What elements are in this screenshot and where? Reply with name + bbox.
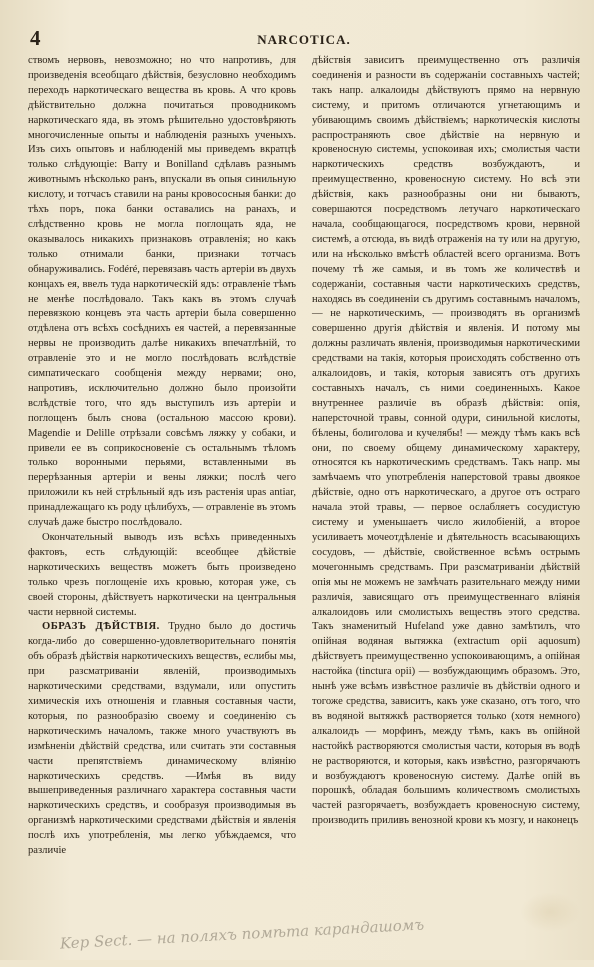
page-header [28,28,580,54]
section-heading: ОБРАЗЪ ДѢЙСТВІЯ. [42,621,160,633]
left-paragraph-2: Окончательный выводъ изъ всѣхъ приведенныхъ фактовъ, есть слѣдующій: всеобщее дѣйствіе наркотическихъ веществъ можетъ быть произведено только чрезъ поглощеніе ихъ кровью, которая уже, съ своей стороны, дѣйствуетъ наркотически на центральныя части нервной системы. [28,532,296,618]
handwritten-marginalia: Kep Sect. — на поляхъ помѣта карандашомъ [59,915,425,953]
two-column-body [28,54,580,859]
right-paragraph-1: дѣйствія зависитъ преимущественно отъ различія соединенія и разности въ содержаніи составныхъ частей; такъ напр. алкалоиды дѣйствуютъ прямо на нервную систему, и притомъ отличаются угнетающимъ и убивающимъ своимъ дѣйствіемъ; наркотическія кислоты распространяють свое дѣйствіе на нервную и кровеносную системы, успокоивая ихъ; смолистыя части наркотическихъ средствъ возбуждаютъ, и преимущественно, кровеносную систему. Но всѣ эти дѣйствія, какъ разнообразны они ни бываютъ, совершаются посредствомъ летучаго наркотическаго начала, сообщающагося, посредствомъ крови, нервной системѣ, а отсюда, въ видѣ отраженія на ту или на другую, или на нѣсколько вмѣстѣ областей всего организма. Вотъ почему тѣ же самыя, и въ томъ же количествѣ и содержаніи, составныя части наркотическихъ средствъ, находясь въ соединеніи съ другимъ составнымъ началомъ, — не наркотическимъ, — производятъ въ организмѣ совершенно другія дѣйствія и явленія. И потому мы должны различать явленія, производимыя наркотическими средствами на такія, которыя происходять собственно отъ алкалоидовъ, и такія, которыя зависятъ отъ другихъ составныхъ началъ, съ ними соединенныхъ. Какое внутреннее различіе въ образѣ дѣйствія: опія, наперсточной травы, сонной одури, синильной кислоты, бѣлены, болиголова и кучелябы! — между тѣмъ какъ всѣ они, по своему общему динамическому характеру, относятся къ наркотическимъ средствамъ. Такъ напр. мы замѣчаемъ что употребленія наперстовой травы двоякое дѣйствіе, одно отъ наркотическаго, а другое отъ остраго начала этой травы, — первое ослабляетъ сосудистую систему и уменьшаетъ число жилобіеній, а второе усиливаетъ мочеотдѣленіе и дѣятельность всасывающихъ сосудовъ, — дѣйствіе, свойственное всѣмъ острымъ мочегоннымъ средствамъ. При разсматриваніи дѣйствій опія мы не можемъ не замѣчать разительнаго между ними различія, зависящаго отъ преимущественнаго вліянія алкалоидовъ или смолистыхъ веществъ этого средства. Такъ знаменитый Hufeland уже давно замѣтилъ, что опійная водяная вытяжка (extractum opii aquosum) дѣйствуетъ преимущественно успокоивающимъ, а опійная настойка (tinctura opii) — возбуждающимъ образомъ. Это, нынѣ уже всѣмъ извѣстное различіе въ дѣйствіи одного и тогоже средства, зависитъ, какъ уже сказано, отъ того, что въ водяной вытяжкѣ растворяется только (хотя немного) алкалоидъ — морфинъ, между тѣмъ, какъ въ опійной настойкѣ растворяются смолистыя части, которыя въ водѣ не растворяются, и которыя, какъ извѣстно, разгорячаютъ и возбуждаютъ кровеносную систему. Далѣе опій въ порошкѣ, обладая большимъ количествомъ смолистыхъ частей разгорячаетъ, возбуждаетъ кровеносную систему, производить приливъ венозной крови къ мозгу, и наконецъ [312,55,580,827]
left-column [28,54,296,859]
running-title: NARCOTICA. [257,32,351,47]
left-paragraph-1: ствомъ нервовъ, невозможно; но что напротивъ, для произведенія всеобщаго дѣйствія, безусловно необходимъ переходъ наркотическаго вещества въ кровь. А что кровь дѣйствительно должна почитаться проводникомъ наркотическаго яда, въ этомъ рѣшительно удостовѣряють многочисленные опыты и наблюденія разныхъ ученыхъ. Изъ сихъ опытовъ и наблюденій мы приведемъ вкратцѣ только слѣдующіе: Barry и Bonilland сдѣлавъ разнымъ животнымъ нѣсколько ранъ, впускали въ опыя синильную кислоту, и тотчасъ ставили на раны кровососныя банки: до тѣхъ поръ, пока банки оставались на ранахъ, и слѣдственно кровь не могла поглощать яда, не оказывалось никакихъ признаковъ отравленія; но какъ только отнимали банки, признаки тотчасъ обнаруживались. Fodéré, перевязавъ часть артеріи въ двухъ концахъ ея, ввелъ туда наркотическій ядъ: отравленіе тѣмъ не менѣе послѣдовало. Такъ какъ въ этомъ случаѣ перевязкою концевъ эта часть артеріи была совершенно отдѣлена отъ всѣхъ сосѣднихъ ея частей, а перевязанные нервы не производить далѣе никакихъ впечатлѣній, то отравленіе это и не могло послѣдовать вслѣдствіе симпатическаго сообщенія между нервами; оно, напротивъ, исключительно должно было произойти вслѣдствіе того, что ядъ выступилъ изъ артеріи и поглощенъ былъ снова (остальною массою крови). Magendie и Delille отрѣзали совсѣмъ ляжку у собаки, и привели ее въ соприкосновеніе съ остальнымъ тѣломъ только воронными перьями, вставленными въ перерѣзанныя артеріи и вены ляжки; послѣ чего приложили къ ней стрѣльный ядъ изъ растенія upas antiar, принадлежащаго къ роду цѣлибухъ, — отравленіе въ этомъ случаѣ даже быстро послѣдовало. [28,55,296,529]
page-number: 4 [30,26,41,50]
left-paragraph-3 [28,620,296,859]
right-column [312,54,580,859]
left-paragraph-3-text: Трудно было до достичь когда-либо до совершенно-удовлетворительнаго понятія объ образѣ дѣйствія наркотическихъ веществъ, еслибы мы, при разсматриваніи явленій, производимыхъ наркотическими средствами, вздумали, или опустить химическія ихъ отношенія и главныя составныя части, которыя, по разнообразію своему и соединенію съ наркотическимъ началомъ, также много участвуютъ въ измѣненіи дѣйствій средства, или считать эти составныя части препятствіемъ динамическому вліянію наркотическихъ средствъ. —Имѣя въ виду вышеприведенныя различнаго характера составныя части наркотическихъ средствъ, и сообразуя производимыя въ организмѣ наркотическими средствами дѣйствія и явленія послѣ ихъ употребленія, мы легко убѣждаемся, что различіе [28,621,296,857]
